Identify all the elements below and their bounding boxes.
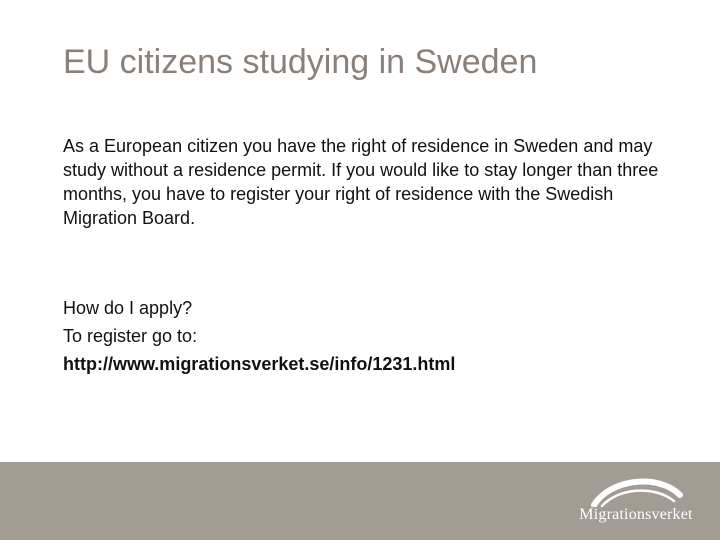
- migrationsverket-logo: [566, 475, 706, 533]
- apply-section: [63, 294, 683, 378]
- arc-logo-icon: [588, 475, 684, 507]
- apply-question: How do I apply?: [63, 298, 193, 318]
- register-link[interactable]: http://www.migrationsverket.se/info/1231.html: [63, 354, 456, 374]
- logo-text: Migrationsverket: [579, 506, 693, 523]
- slide-title: EU citizens studying in Sweden: [63, 43, 538, 81]
- register-instruction: To register go to:: [63, 326, 198, 346]
- body-paragraph: As a European citizen you have the right of residence in Sweden and may study without a residence permit. If you would like to stay longer than three months, you have to register your right of residence with the Swedish Migration Board.: [63, 136, 659, 228]
